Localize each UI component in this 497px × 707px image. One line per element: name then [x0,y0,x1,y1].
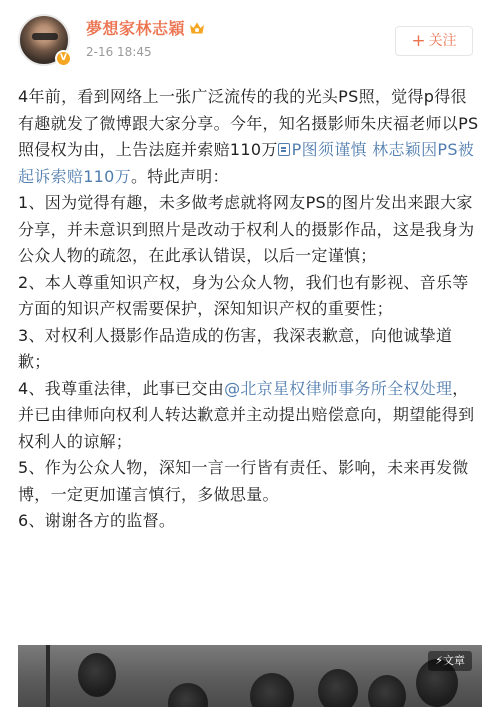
list-item-4 [18,376,482,456]
avatar-glasses [32,33,58,40]
verified-badge-icon: V [55,50,72,67]
photo-figure [250,673,294,707]
photo-detail [46,645,50,707]
photo-figure [318,669,358,707]
item4-text-end: ，并已由律师向权利人转达歉意并主动提出赔偿意向，期望能得到权利人的谅解； [18,378,475,451]
statement-text: 。特此声明： [130,166,229,186]
post-photo[interactable] [18,645,482,707]
post-time: 2-16 18:45 [86,45,152,59]
list-item-2: 2、本人尊重知识产权，身为公众人物，我们也有影视、音乐等方面的知识产权需要保护，深知知识产权的重要性； [18,272,469,318]
follow-label: 关注 [428,33,457,49]
member-crown-icon [189,21,205,35]
username-text: 夢想家林志穎 [86,19,186,38]
article-badge[interactable] [428,651,472,671]
list-item-5: 5、作为公众人物，深知一言一行皆有责任、影响，未来再发微博，一定更加谨言慎行，多做思量。 [18,458,469,504]
intro-text: 4年前，看到网络上一张广泛流传的我的光头PS照，觉得p得很有趣就发了微博跟大家分享。今年，知名摄影师朱庆福老师以PS照侵权为由，上告法庭并索赔110万 [18,87,479,159]
article-link-icon [278,143,290,156]
follow-button[interactable] [395,26,473,56]
post-content [18,84,482,535]
list-item-6: 6、谢谢各方的监督。 [18,511,176,530]
mention-link[interactable]: @北京星权律师事务所全权处理 [224,378,453,398]
list-item-1: 1、因为觉得有趣，未多做考虑就将网友PS的图片发出来跟大家分享，并未意识到照片是改动于权利人的摄影作品，这是我身为公众人物的疏忽，在此承认错误，以后一定谨慎； [18,193,475,265]
photo-figure [78,653,116,697]
post-header [0,0,497,78]
photo-figure [368,675,406,707]
photo-figure [168,683,208,707]
list-item-3: 3、对权利人摄影作品造成的伤害，我深表歉意，向他诚挚道歉； [18,325,453,371]
item4-text-start: 4、我尊重法律，此事已交由 [18,378,225,398]
paragraph-intro [18,84,482,190]
username[interactable] [86,16,205,39]
plus-icon: + [411,31,426,51]
article-badge-label: 文章 [443,654,465,667]
article-link-text: P图须谨慎 林志颖因PS被起诉索赔110万 [18,140,475,186]
lightning-icon: ⚡ [435,654,443,667]
